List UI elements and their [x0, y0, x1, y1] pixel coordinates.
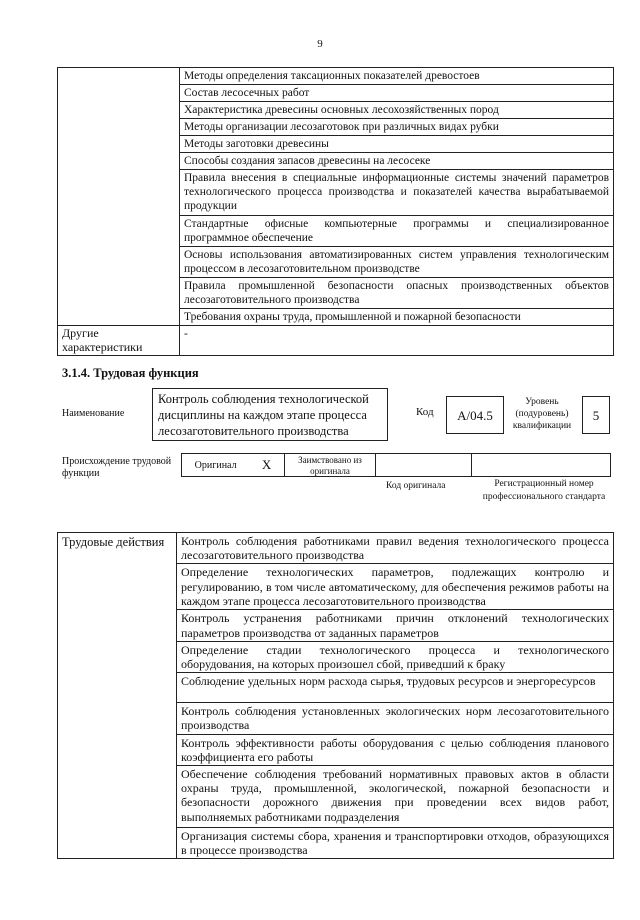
list-item: Контроль устранения работниками причин отклонений технологических параметров производства от заданных параметров	[177, 610, 614, 641]
labour-actions-label: Трудовые действия	[58, 533, 177, 859]
list-item: Правила внесения в специальные информационные системы значений параметров технологического процесса производства и показателей качества вырабатываемой продукции	[180, 170, 614, 216]
page-number: 9	[317, 38, 323, 50]
list-item: Обеспечение соблюдения требований нормативных правовых актов в области охраны труда, промышленной, экологической, пожарной безопасности и безопасности дорожного движения при проведении всех видов работ, выполняемых работниками подразделения	[177, 766, 614, 828]
labour-actions-table	[57, 532, 614, 859]
knowledge-table	[57, 67, 614, 356]
table-row	[58, 68, 614, 85]
original-cell	[181, 453, 285, 477]
list-item: Состав лесосечных работ	[180, 85, 614, 102]
list-item: Основы использования автоматизированных систем управления технологическим процессом в лесозаготовительном производстве	[180, 247, 614, 278]
original-label: Оригинал	[194, 459, 237, 471]
list-item: Способы создания запасов древесины на лесосеке	[180, 153, 614, 170]
list-item: Контроль эффективности работы оборудования с целью соблюдения планового коэффициента его работы	[177, 734, 614, 765]
function-name-box: Контроль соблюдения технологической дисциплины на каждом этапе процесса лесозаготовительного производства	[152, 388, 388, 441]
other-characteristics-label: Другие характеристики	[58, 326, 180, 356]
origin-row	[182, 453, 612, 477]
list-item: Требования охраны труда, промышленной и пожарной безопасности	[180, 309, 614, 326]
list-item: Контроль соблюдения установленных экологических норм лесозаготовительного производства	[177, 703, 614, 734]
list-item: Определение технологических параметров, подлежащих контролю и регулированию, в том числе автоматическому, для обеспечения режимов работы на каждом этапе процесса лесозаготовительного производства	[177, 564, 614, 610]
code-label: Код	[416, 406, 434, 418]
qualification-level-label: Уровень (подуровень) квалификации	[512, 397, 572, 431]
section-title: 3.1.4. Трудовая функция	[62, 366, 199, 380]
original-code-cell	[375, 453, 472, 477]
code-value-box: А/04.5	[446, 396, 504, 434]
list-item: Контроль соблюдения работниками правил ведения технологического процесса лесозаготовительного производства	[177, 533, 614, 564]
list-item: Определение стадии технологического процесса и технологического оборудования, на которых произошел сбой, приведший к браку	[177, 641, 614, 672]
table-row	[58, 533, 614, 564]
other-characteristics-value: -	[180, 326, 614, 356]
list-item: Методы заготовки древесины	[180, 136, 614, 153]
list-item: Организация системы сбора, хранения и транспортировки отходов, образующихся в процессе производства	[177, 828, 614, 859]
name-label: Наименование	[62, 408, 125, 419]
origin-label: Происхождение трудовой функции	[62, 456, 172, 479]
list-item: Соблюдение удельных норм расхода сырья, трудовых ресурсов и энергоресурсов	[177, 673, 614, 703]
list-item: Стандартные офисные компьютерные программы и специализированное программное обеспечение	[180, 216, 614, 247]
list-item: Правила промышленной безопасности опасных производственных объектов лесозаготовительного производства	[180, 278, 614, 309]
list-item: Методы определения таксационных показателей древостоев	[180, 68, 614, 85]
list-item: Методы организации лесозаготовок при различных видах рубки	[180, 119, 614, 136]
knowledge-label-cell	[58, 68, 180, 326]
registration-number-label: Регистрационный номер профессионального стандарта	[482, 479, 606, 502]
borrowed-cell: Заимствовано из оригинала	[284, 453, 376, 477]
list-item: Характеристика древесины основных лесохозяйственных пород	[180, 102, 614, 119]
table-row	[58, 326, 614, 356]
original-mark: X	[261, 457, 272, 472]
registration-number-cell	[471, 453, 611, 477]
qualification-level-box: 5	[582, 396, 610, 434]
original-code-label: Код оригинала	[386, 481, 446, 491]
